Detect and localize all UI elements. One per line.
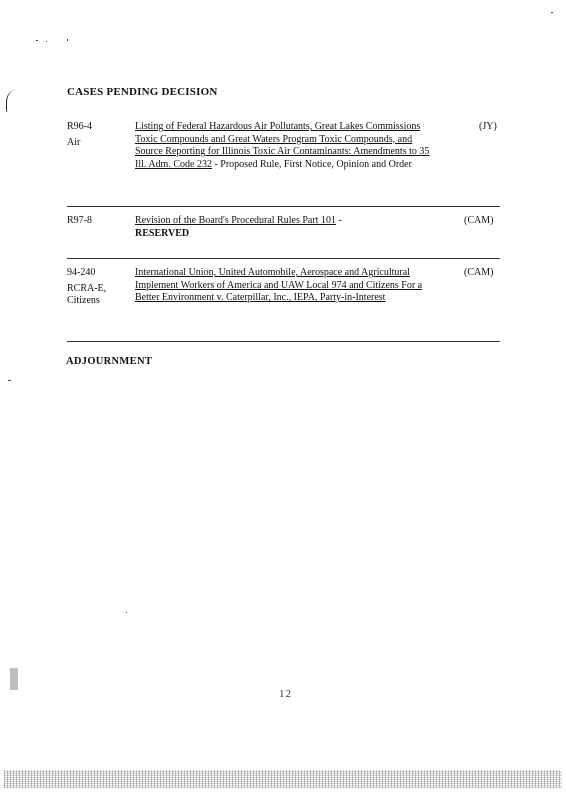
scan-smudge [10, 668, 18, 690]
case-subtype: RCRA-E, Citizens [67, 282, 107, 307]
case-entry [67, 215, 497, 255]
scan-speck [67, 39, 68, 41]
page-number: 12 [279, 688, 292, 700]
case-title [135, 121, 435, 171]
case-title-underlined: Listing of Federal Hazardous Air Pollutants, Great Lakes Commissions Toxic Compounds and Great Waters Program Toxic Compounds, and Source Reporting for Illinois Toxic Air Contaminants: Amendments to 35 Ill. Adm. Code 232 [135, 121, 430, 170]
scan-speck [126, 612, 127, 613]
case-number-block [67, 267, 129, 308]
adjournment-heading: ADJOURNMENT [66, 356, 153, 367]
case-entry [67, 267, 497, 337]
case-title [135, 215, 435, 240]
case-assignee: (CAM) [464, 215, 494, 226]
case-assignee: (JY) [479, 121, 497, 132]
case-number-block [67, 121, 129, 149]
case-title-underlined: Revision of the Board's Procedural Rules Part 101 [135, 215, 336, 226]
scan-noise-strip [4, 770, 562, 788]
section-heading-cases-pending: CASES PENDING DECISION [67, 86, 218, 98]
case-entry [67, 121, 497, 201]
case-subtype: Air [67, 136, 81, 148]
case-number: R96-4 [67, 121, 92, 132]
case-assignee: (CAM) [464, 267, 494, 278]
case-title-plain: - [335, 215, 342, 226]
case-divider [67, 341, 500, 342]
case-number-block [67, 215, 129, 228]
scan-speck [46, 41, 47, 42]
case-number: 94-240 [67, 267, 96, 278]
case-title-underlined: International Union, United Automobile, Aerospace and Agricultural Implement Workers of America and UAW Local 974 and Citizens For a Better Environment v. Caterpillar, Inc., IEPA, Party-in-Interest [135, 267, 423, 304]
case-title-bold: RESERVED [135, 227, 190, 239]
scan-speck [8, 380, 11, 381]
case-title-plain: - Proposed Rule, First Notice, Opinion and Order [211, 158, 412, 170]
case-divider [67, 206, 500, 207]
case-divider [67, 258, 500, 259]
scan-speck [36, 40, 38, 41]
case-number: R97-8 [67, 215, 92, 226]
margin-bracket-mark [6, 90, 17, 112]
scan-speck [551, 12, 553, 13]
case-title [135, 267, 427, 305]
